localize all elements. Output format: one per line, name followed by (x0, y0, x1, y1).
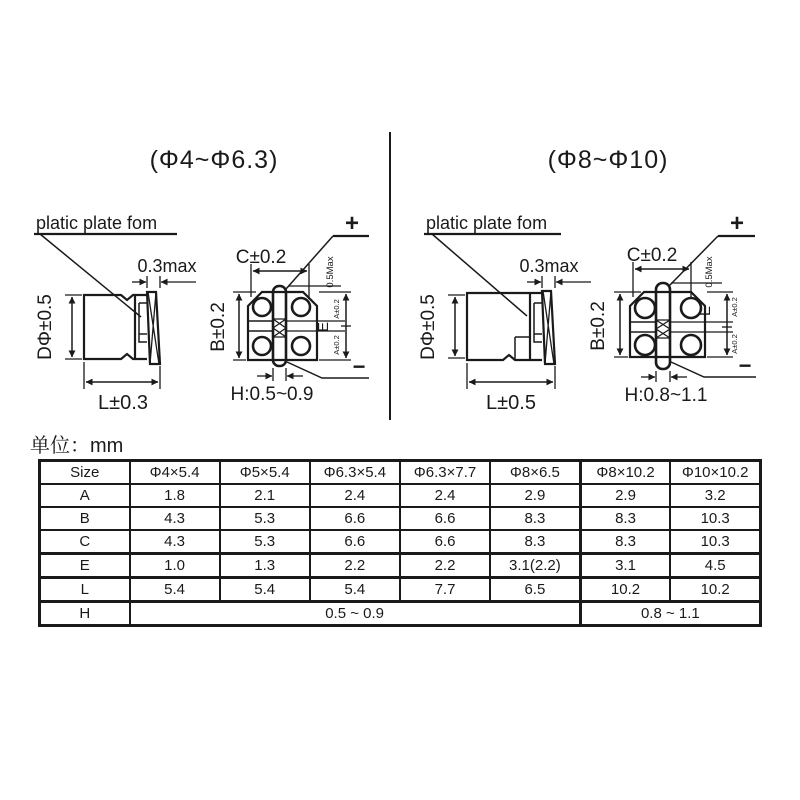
table-cell: 2.2 (400, 554, 490, 578)
capacitor-bottom-view (630, 283, 733, 369)
svg-text:0.3max: 0.3max (519, 256, 579, 276)
table-row-H (40, 602, 761, 626)
svg-text:H:0.8~1.1: H:0.8~1.1 (624, 385, 708, 406)
svg-text:C±0.2: C±0.2 (235, 247, 287, 268)
dimension-a (707, 292, 739, 357)
drawing-panel-small-sizes (0, 130, 390, 422)
svg-text:DΦ±0.5: DΦ±0.5 (418, 294, 439, 360)
panel-heading: (Φ4~Φ6.3) (149, 146, 279, 174)
table-cell: 1.3 (220, 554, 310, 578)
table-cell: 6.6 (310, 507, 400, 530)
svg-text:L±0.5: L±0.5 (486, 392, 536, 414)
table-cell: 2.1 (220, 484, 310, 507)
table-cell: 4.3 (130, 507, 220, 530)
capacitor-side-view (84, 292, 160, 364)
table-cell: 7.7 (400, 578, 490, 602)
svg-text:−: − (352, 354, 366, 379)
table-cell: 5.4 (130, 578, 220, 602)
table-cell: 10.3 (670, 530, 760, 554)
row-label: H (40, 602, 130, 626)
table-cell-h-large-range: 0.8 ~ 1.1 (580, 602, 760, 626)
table-header-row (40, 461, 761, 485)
dimension-h (625, 371, 708, 406)
table-cell: 4.3 (130, 530, 220, 554)
unit-label: 单位：mm (30, 435, 124, 457)
table-cell: 8.3 (490, 530, 580, 554)
table-row-E (40, 554, 761, 578)
svg-text:H:0.5~0.9: H:0.5~0.9 (230, 384, 314, 405)
table-cell: 6.6 (400, 507, 490, 530)
svg-text:+: + (344, 210, 360, 237)
dimension-protrusion (288, 256, 341, 287)
panel-heading: (Φ8~Φ10) (547, 146, 669, 174)
table-cell-h-small-range: 0.5 ~ 0.9 (130, 602, 581, 626)
table-cell: 5.4 (310, 578, 400, 602)
column-header: Φ6.3×7.7 (400, 461, 490, 485)
section-divider-line (389, 132, 391, 420)
svg-text:L±0.3: L±0.3 (98, 392, 148, 414)
table-cell: 8.3 (490, 507, 580, 530)
column-header: Φ6.3×5.4 (310, 461, 400, 485)
table-cell: 3.1(2.2) (490, 554, 580, 578)
dimension-e: E (315, 321, 332, 333)
table-row-B (40, 507, 761, 530)
table-cell: 8.3 (580, 530, 670, 554)
table-cell: 2.4 (310, 484, 400, 507)
dimension-e: E (697, 305, 714, 317)
table-cell: 10.3 (670, 507, 760, 530)
plate-callout-label: platic plate fom (426, 213, 548, 233)
table-cell: 2.9 (580, 484, 670, 507)
table-cell: 10.2 (670, 578, 760, 602)
svg-text:C±0.2: C±0.2 (626, 245, 678, 266)
svg-text:B±0.2: B±0.2 (588, 301, 609, 351)
table-cell: 8.3 (580, 507, 670, 530)
table-cell: 3.1 (580, 554, 670, 578)
dimension-plate-gap (132, 256, 197, 288)
column-header: Size (40, 461, 130, 485)
table-cell: 5.4 (220, 578, 310, 602)
svg-text:B±0.2: B±0.2 (208, 302, 229, 352)
table-cell: 1.8 (130, 484, 220, 507)
table-cell: 1.0 (130, 554, 220, 578)
dimension-plate-gap (519, 256, 591, 288)
svg-text:A±0.2: A±0.2 (730, 334, 739, 354)
column-header: Φ4×5.4 (130, 461, 220, 485)
svg-text:DΦ±0.5: DΦ±0.5 (35, 294, 56, 360)
row-label: E (40, 554, 130, 578)
table-cell: 3.2 (670, 484, 760, 507)
drawing-panel-large-sizes (390, 130, 800, 422)
row-label: A (40, 484, 130, 507)
table-cell: 6.5 (490, 578, 580, 602)
svg-text:A±0.2: A±0.2 (332, 299, 341, 319)
column-header: Φ8×6.5 (490, 461, 580, 485)
column-header: Φ8×10.2 (580, 461, 670, 485)
svg-text:A±0.2: A±0.2 (730, 297, 739, 317)
table-cell: 2.9 (490, 484, 580, 507)
table-row-C (40, 530, 761, 554)
table-cell: 2.4 (400, 484, 490, 507)
dimension-length (467, 363, 555, 414)
table-cell: 6.6 (310, 530, 400, 554)
dimension-diameter (418, 294, 465, 360)
svg-text:0.5Max: 0.5Max (704, 256, 715, 288)
plate-callout-label: platic plate fom (36, 213, 158, 233)
svg-text:+: + (729, 210, 745, 237)
table-cell: 4.5 (670, 554, 760, 578)
column-header: Φ10×10.2 (670, 461, 760, 485)
table-row-L (40, 578, 761, 602)
dimension-length (84, 362, 160, 414)
dimension-h (231, 368, 314, 405)
row-label: L (40, 578, 130, 602)
table-cell: 10.2 (580, 578, 670, 602)
row-label: C (40, 530, 130, 554)
row-label: B (40, 507, 130, 530)
polarity-minus (287, 354, 369, 379)
table-cell: 5.3 (220, 530, 310, 554)
dimension-diameter (35, 294, 82, 360)
column-header: Φ5×5.4 (220, 461, 310, 485)
svg-text:0.3max: 0.3max (137, 256, 197, 276)
svg-text:0.5Max: 0.5Max (325, 256, 336, 288)
svg-text:−: − (738, 353, 752, 378)
dimension-table (38, 459, 762, 627)
table-cell: 6.6 (400, 530, 490, 554)
table-cell: 5.3 (220, 507, 310, 530)
svg-text:A±0.2: A±0.2 (332, 335, 341, 355)
table-row-A (40, 484, 761, 507)
dimension-protrusion (671, 256, 722, 287)
table-cell: 2.2 (310, 554, 400, 578)
